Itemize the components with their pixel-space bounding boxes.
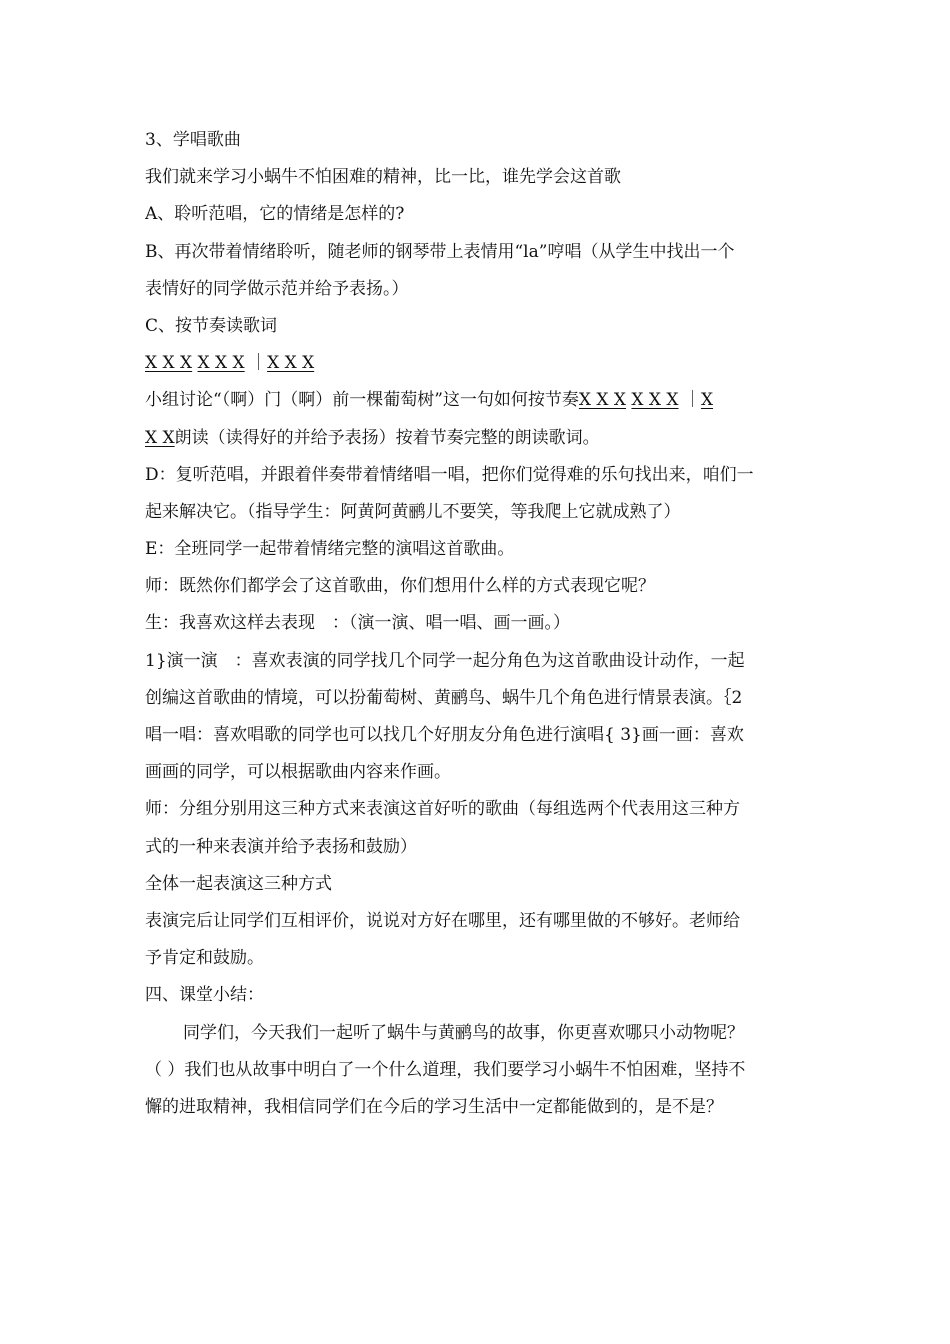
paragraph-line: E：全班同学一起带着情绪完整的演唱这首歌曲。 [145,539,515,560]
discussion-text: 小组讨论“（啊）门（啊）前一棵葡萄树”这一句如何按节奏 [145,390,579,411]
bar-line: ｜ [683,390,701,411]
paragraph-line: 画画的同学，可以根据歌曲内容来作画。 [145,762,451,783]
summary-line: 懈的进取精神，我相信同学们在今后的学习生活中一定都能做到的，是不是？ [145,1096,723,1117]
paragraph-line: A、聆听范唱，它的情绪是怎样的? [145,204,405,225]
rhythm-group: X X X [631,390,679,411]
paragraph-line [145,420,810,457]
paragraph-line: C、按节奏读歌词 [145,315,278,336]
paragraph-line: 予肯定和鼓励。 [145,948,264,969]
paragraph-line: 表情好的同学做示范并给予表扬。） [145,278,409,299]
rhythm-group: X [700,390,714,411]
paragraph-line [145,382,810,419]
paragraph-line: 起来解决它。（指导学生：阿黄阿黄鹂儿不要笑，等我爬上它就成熟了） [145,501,681,522]
paragraph-line: 全体一起表演这三种方式 [145,873,332,894]
summary-line: （ ）我们也从故事中明白了一个什么道理，我们要学习小蜗牛不怕困难，坚持不 [145,1059,746,1080]
paragraph-line: B、再次带着情绪聆听，随老师的钢琴带上表情用“la”哼唱（从学生中找出一个 [145,241,735,262]
paragraph-line: 唱一唱：喜欢唱歌的同学也可以找几个好朋友分角色进行演唱{ 3}画一画：喜欢 [145,725,744,745]
paragraph-line: 师：分组分别用这三种方式来表演这首好听的歌曲（每组选两个代表用这三种方 [145,799,740,820]
rhythm-group: X X X [197,353,245,374]
paragraph-line: 1}演一演 ：喜欢表演的同学找几个同学一起分角色为这首歌曲设计动作，一起 [145,650,745,671]
discussion-text: 朗读（读得好的并给予表扬）按着节奏完整的朗读歌词。 [174,427,600,448]
paragraph-line: D：复听范唱，并跟着伴奏带着情绪唱一唱，把你们觉得难的乐句找出来，咱们一 [145,464,754,485]
paragraph-line: 表演完后让同学们互相评价，说说对方好在哪里，还有哪里做的不够好。老师给 [145,910,740,931]
rhythm-group: X X [145,427,175,448]
rhythm-notation [145,345,810,382]
paragraph-line: 生：我喜欢这样去表现 ：（演一演、唱一唱、画一画。） [145,613,570,634]
rhythm-group: X X X [145,353,193,374]
rhythm-group: X X X [578,390,627,411]
paragraph-line: 我们就来学习小蜗牛不怕困难的精神，比一比，谁先学会这首歌 [145,167,621,188]
document-body [145,122,810,1126]
section-heading: 3、学唱歌曲 [145,130,241,150]
paragraph-line: 师：既然你们都学会了这首歌曲，你们想用什么样的方式表现它呢？ [145,576,655,597]
bar-line: ｜ [250,353,268,374]
paragraph-line: 创编这首歌曲的情境，可以扮葡萄树、黄鹂鸟、蜗牛几个角色进行情景表演。｛2 [145,687,743,708]
section-heading: 四、课堂小结： [145,985,264,1006]
rhythm-group: X X X [267,353,315,374]
summary-line: 同学们，今天我们一起听了蜗牛与黄鹂鸟的故事，你更喜欢哪只小动物呢？ [183,1022,744,1043]
paragraph-line: 式的一种来表演并给予表扬和鼓励） [145,836,417,857]
